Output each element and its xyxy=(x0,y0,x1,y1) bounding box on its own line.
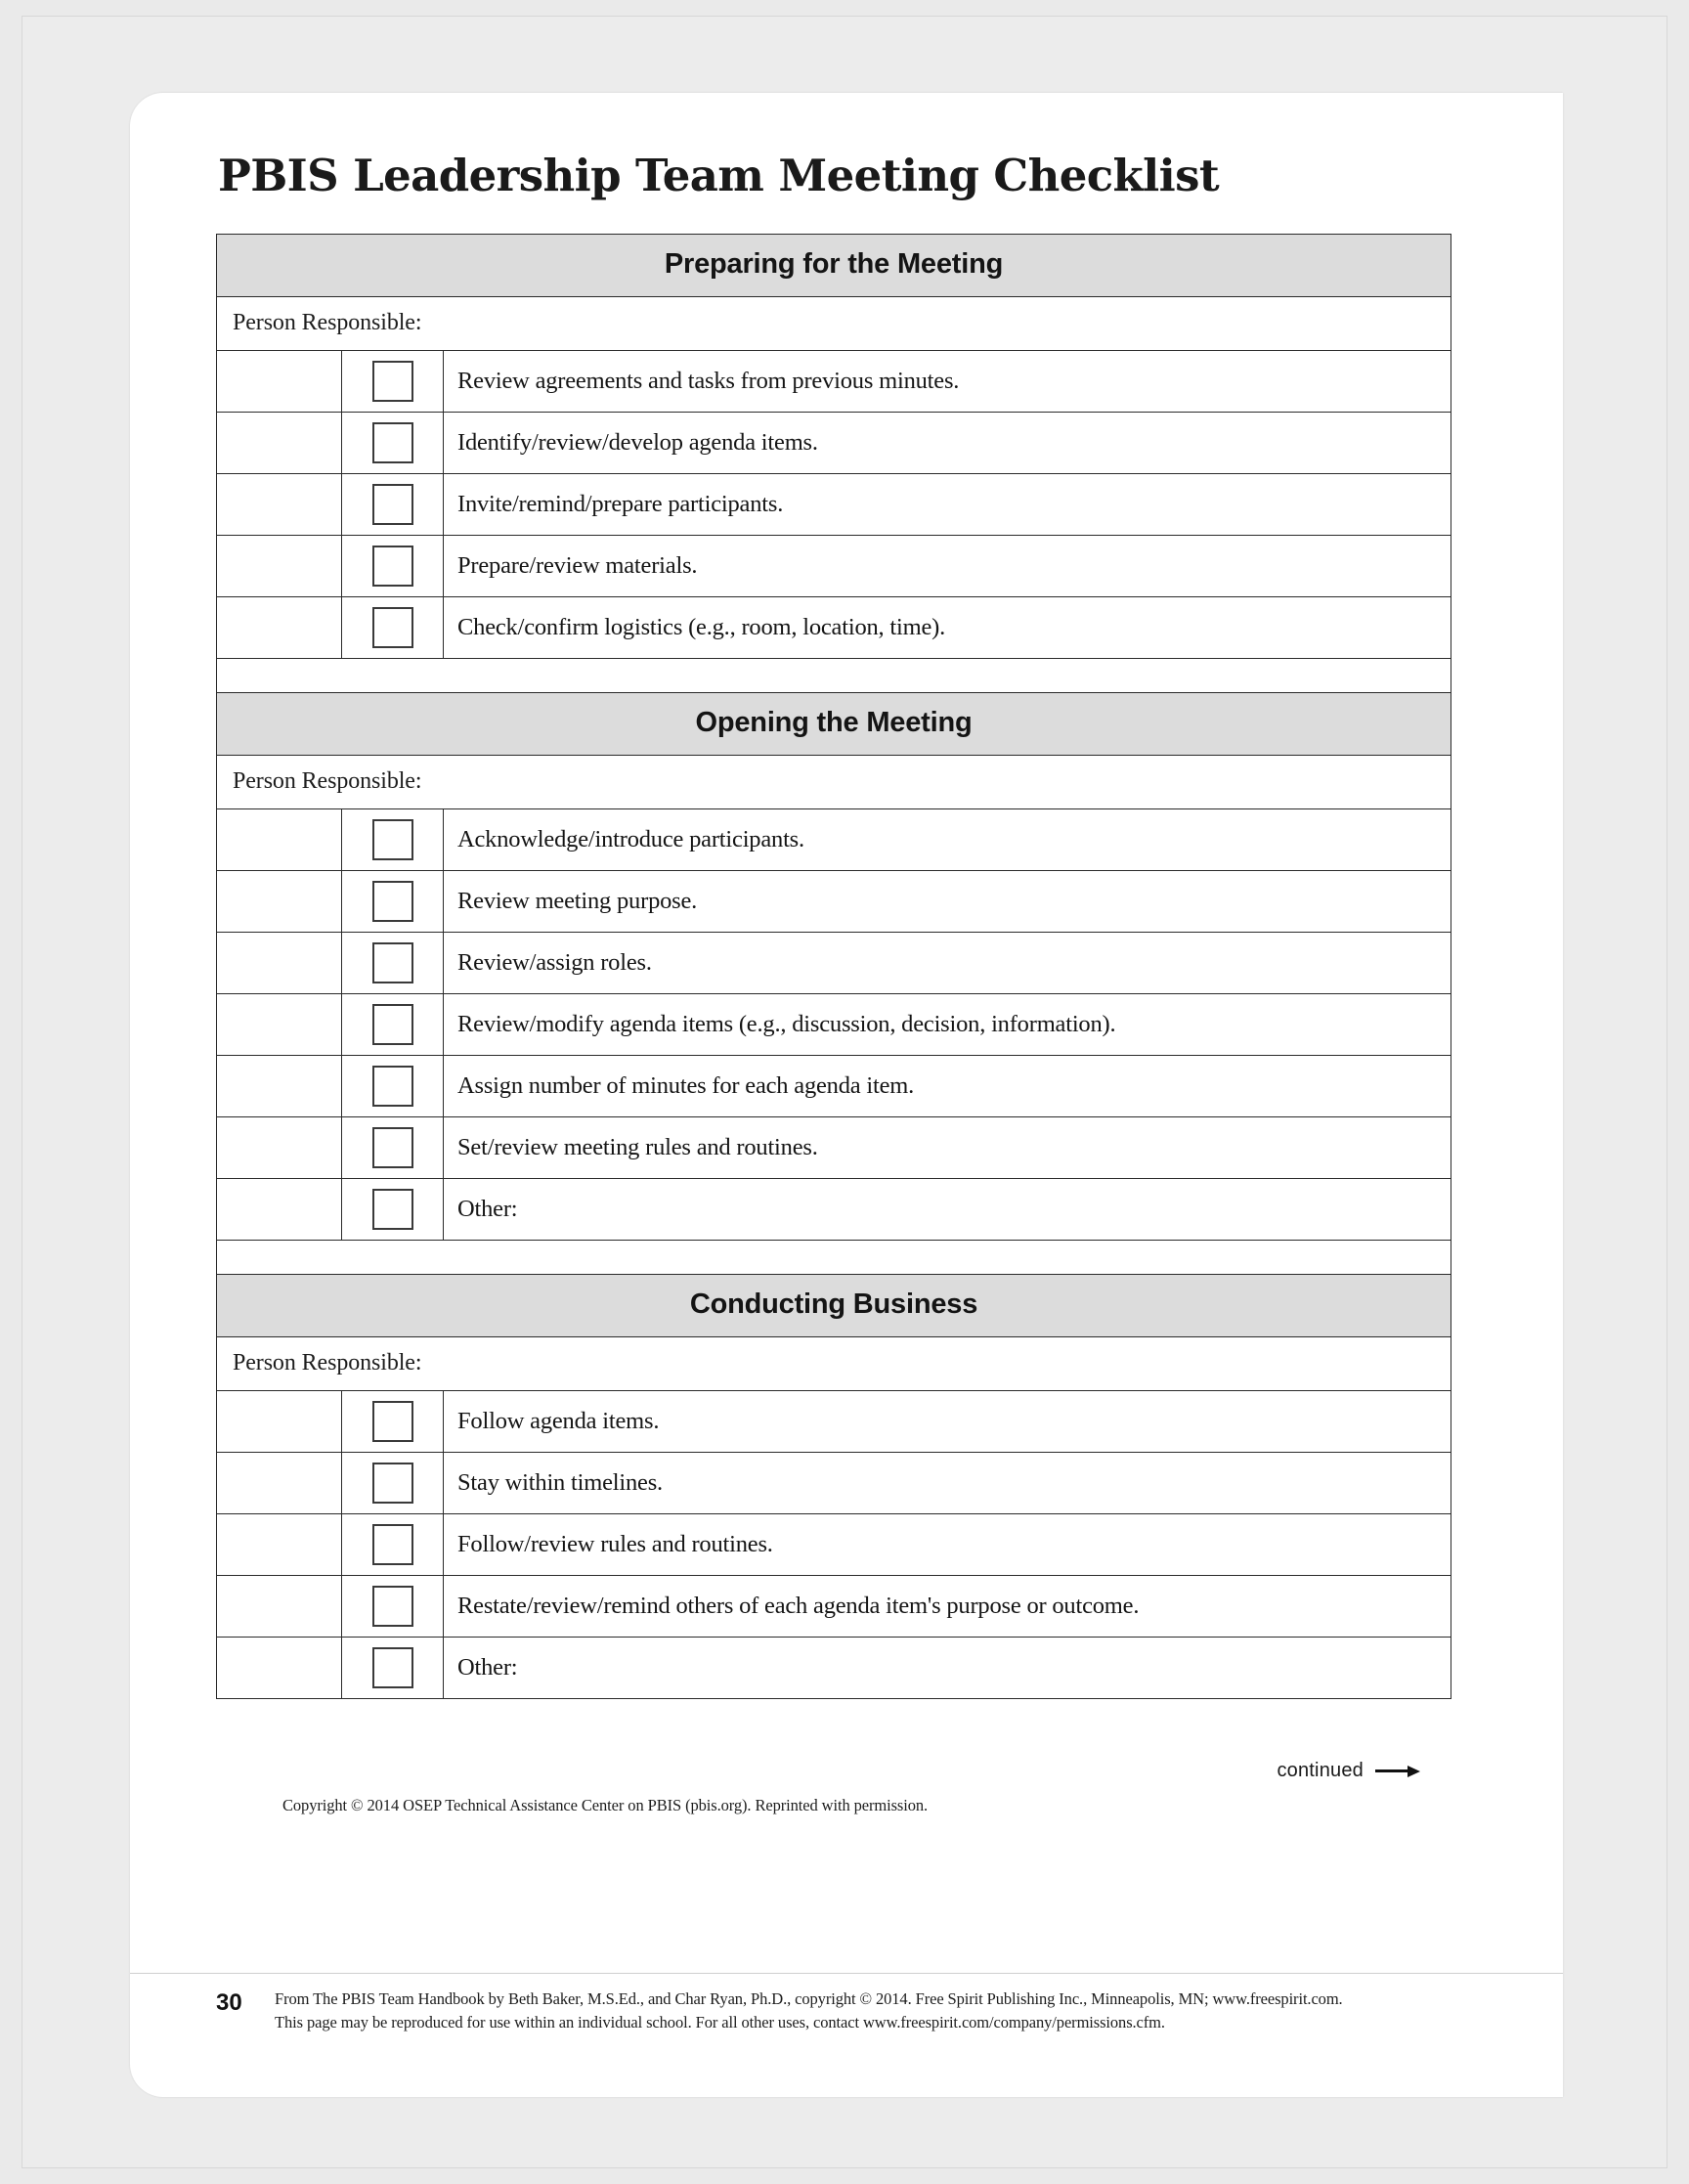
checkbox-cell[interactable] xyxy=(342,1056,444,1116)
checkbox-icon[interactable] xyxy=(372,1066,413,1107)
checkbox-icon[interactable] xyxy=(372,1647,413,1688)
task-label: Follow/review rules and routines. xyxy=(457,1530,773,1557)
continued-marker xyxy=(216,1760,1457,1782)
task-label: Invite/remind/prepare participants. xyxy=(457,490,784,517)
person-responsible-cell[interactable] xyxy=(217,1576,342,1637)
footer-line-1: From The PBIS Team Handbook by Beth Baker, M.S.Ed., and Char Ryan, Ph.D., copyright © 2014. Free Spirit Publishing Inc., Minneapolis, MN; www.freespirit.com. xyxy=(275,1989,1343,2009)
page-number: 30 xyxy=(216,1989,242,2017)
table-row[interactable] xyxy=(217,1391,1451,1453)
page-footer xyxy=(216,1987,1477,2034)
person-responsible-cell[interactable] xyxy=(217,994,342,1055)
checkbox-cell[interactable] xyxy=(342,474,444,535)
task-label: Stay within timelines. xyxy=(457,1468,663,1496)
checkbox-cell[interactable] xyxy=(342,809,444,870)
checkbox-icon[interactable] xyxy=(372,1127,413,1168)
task-label: Restate/review/remind others of each agenda item's purpose or outcome. xyxy=(457,1592,1140,1619)
table-row[interactable] xyxy=(217,1056,1451,1117)
table-row[interactable] xyxy=(217,1117,1451,1179)
checkbox-icon[interactable] xyxy=(372,361,413,402)
person-responsible-cell[interactable] xyxy=(217,1056,342,1116)
task-label: Other: xyxy=(457,1195,518,1222)
task-label: Prepare/review materials. xyxy=(457,551,698,579)
section-heading: Preparing for the Meeting xyxy=(217,235,1451,297)
table-row[interactable] xyxy=(217,351,1451,413)
person-responsible-cell[interactable] xyxy=(217,1117,342,1178)
section-spacer xyxy=(217,659,1451,693)
checkbox-icon[interactable] xyxy=(372,1586,413,1627)
table-row[interactable] xyxy=(217,933,1451,994)
checkbox-icon[interactable] xyxy=(372,484,413,525)
task-label: Other: xyxy=(457,1653,518,1681)
table-row[interactable] xyxy=(217,413,1451,474)
person-responsible-cell[interactable] xyxy=(217,536,342,596)
checkbox-icon[interactable] xyxy=(372,1401,413,1442)
checkbox-cell[interactable] xyxy=(342,1117,444,1178)
section-heading: Opening the Meeting xyxy=(217,693,1451,756)
checkbox-cell[interactable] xyxy=(342,1391,444,1452)
checkbox-icon[interactable] xyxy=(372,1524,413,1565)
checkbox-cell[interactable] xyxy=(342,1638,444,1698)
table-row[interactable] xyxy=(217,1638,1451,1699)
arrow-right-icon xyxy=(1375,1766,1420,1775)
person-responsible-cell[interactable] xyxy=(217,474,342,535)
table-row[interactable] xyxy=(217,809,1451,871)
checkbox-icon[interactable] xyxy=(372,422,413,463)
checkbox-cell[interactable] xyxy=(342,1514,444,1575)
section-spacer xyxy=(217,1241,1451,1275)
checklist-section-preparing xyxy=(216,234,1451,1699)
task-label: Set/review meeting rules and routines. xyxy=(457,1133,818,1160)
task-label: Review meeting purpose. xyxy=(457,887,698,914)
task-label: Review agreements and tasks from previous minutes. xyxy=(457,367,960,394)
person-responsible-cell[interactable] xyxy=(217,871,342,932)
task-label: Review/modify agenda items (e.g., discussion, decision, information). xyxy=(457,1010,1116,1037)
footer-divider xyxy=(130,1973,1563,1974)
footer-line-2: This page may be reproduced for use within an individual school. For all other uses, contact www.freespirit.com/company/permissions.cfm. xyxy=(275,2013,1165,2032)
checkbox-cell[interactable] xyxy=(342,351,444,412)
table-row[interactable] xyxy=(217,1576,1451,1638)
table-row[interactable] xyxy=(217,1179,1451,1241)
person-responsible-label: Person Responsible: xyxy=(217,756,1451,809)
person-responsible-cell[interactable] xyxy=(217,1391,342,1452)
checkbox-cell[interactable] xyxy=(342,871,444,932)
checkbox-icon[interactable] xyxy=(372,881,413,922)
checkbox-icon[interactable] xyxy=(372,942,413,983)
document-sheet xyxy=(130,93,1563,2097)
task-label: Follow agenda items. xyxy=(457,1407,660,1434)
table-row[interactable] xyxy=(217,871,1451,933)
table-row[interactable] xyxy=(217,994,1451,1056)
task-label: Review/assign roles. xyxy=(457,948,652,976)
table-row[interactable] xyxy=(217,536,1451,597)
person-responsible-label: Person Responsible: xyxy=(217,1337,1451,1391)
checkbox-cell[interactable] xyxy=(342,536,444,596)
person-responsible-cell[interactable] xyxy=(217,933,342,993)
person-responsible-cell[interactable] xyxy=(217,413,342,473)
document-content xyxy=(216,152,1457,1815)
checkbox-cell[interactable] xyxy=(342,413,444,473)
checkbox-cell[interactable] xyxy=(342,1179,444,1240)
checkbox-icon[interactable] xyxy=(372,1463,413,1504)
person-responsible-cell[interactable] xyxy=(217,1179,342,1240)
person-responsible-cell[interactable] xyxy=(217,351,342,412)
page-frame xyxy=(22,16,1667,2168)
table-row[interactable] xyxy=(217,597,1451,659)
task-label: Assign number of minutes for each agenda item. xyxy=(457,1071,915,1099)
checkbox-cell[interactable] xyxy=(342,1453,444,1513)
checkbox-cell[interactable] xyxy=(342,1576,444,1637)
checkbox-icon[interactable] xyxy=(372,1189,413,1230)
checkbox-cell[interactable] xyxy=(342,597,444,658)
person-responsible-cell[interactable] xyxy=(217,1514,342,1575)
checkbox-icon[interactable] xyxy=(372,1004,413,1045)
person-responsible-cell[interactable] xyxy=(217,597,342,658)
checkbox-cell[interactable] xyxy=(342,933,444,993)
footer-credits xyxy=(275,1987,1343,2034)
checkbox-icon[interactable] xyxy=(372,819,413,860)
checkbox-cell[interactable] xyxy=(342,994,444,1055)
checkbox-icon[interactable] xyxy=(372,546,413,587)
table-row[interactable] xyxy=(217,1514,1451,1576)
person-responsible-label: Person Responsible: xyxy=(217,297,1451,351)
section-heading: Conducting Business xyxy=(217,1275,1451,1337)
task-label: Identify/review/develop agenda items. xyxy=(457,428,818,456)
task-label: Check/confirm logistics (e.g., room, location, time). xyxy=(457,613,946,640)
table-row[interactable] xyxy=(217,474,1451,536)
person-responsible-cell[interactable] xyxy=(217,1638,342,1698)
person-responsible-cell[interactable] xyxy=(217,809,342,870)
checkbox-icon[interactable] xyxy=(372,607,413,648)
table-row[interactable] xyxy=(217,1453,1451,1514)
continued-label: continued xyxy=(1277,1759,1364,1781)
task-label: Acknowledge/introduce participants. xyxy=(457,825,804,852)
page-title: PBIS Leadership Team Meeting Checklist xyxy=(218,150,1220,201)
copyright-notice: Copyright © 2014 OSEP Technical Assistance Center on PBIS (pbis.org). Reprinted with permission. xyxy=(282,1795,929,1814)
person-responsible-cell[interactable] xyxy=(217,1453,342,1513)
